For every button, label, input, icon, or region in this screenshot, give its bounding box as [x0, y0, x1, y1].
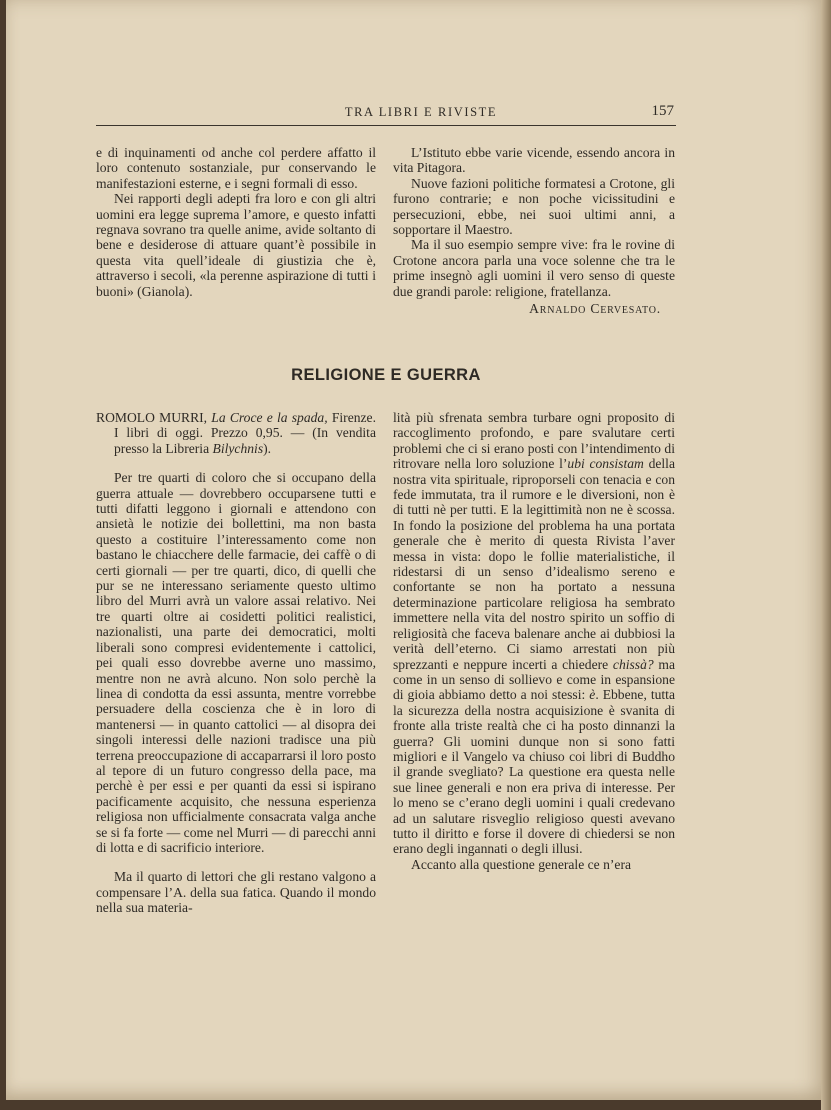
text-run: ma come in un senso di sollievo e come in espansione di gioia abbiamo detto a noi stessi: [393, 656, 675, 703]
italic-text: ubi consistam [567, 456, 644, 472]
upper-right-column [393, 145, 675, 316]
author-signature: Arnaldo Cervesato. [529, 301, 661, 317]
paragraph: Ma il quarto di lettori che gli restano valgono a compensare l’A. della sua fatica. Quando il mondo nella sua materia- [96, 869, 376, 916]
text-run: lità più sfrenata sembra turbare ogni proposito di raccoglimento profondo, e pare svalutare certi problemi che ci si erano posti con l’intendimento di ritrovare nella loro soluzione l’ [393, 410, 675, 472]
paragraph: Per tre quarti di coloro che si occupano della guerra attuale — dovrebbero occuparsene tutti e tutti difatti leggono i giornali e attendono con ansietà le notizie dei bollettini, ma non basta questo a costituire l’interessamento come non bastano le chiacchere delle farmacie, dei caffè o di certi giornali — per tre quarti, dico, di quelli che pur se ne interessano seriamente questo ultimo libro del Murri avrà un valore assai relativo. Nei tre quarti oltre ai cosidetti politici realistici, nazionalisti, una parte dei democratici, molti liberali sono compresi evidentemente i cattolici, pei quali esso dovrebbe averne uno massimo, mentre non ne avrà alcuno. Non solo perchè la linea di condotta da essi assunta, mentre vorrebbe persuadere della coscienza che è in loro di mantenersi — in quanto cattolici — al disopra dei singoli interessi delle nazioni tradisce una più terrena preoccupazione di accaparrarsi il loro posto al tepore di un futuro congresso della pace, ma perchè è per essi e per quanti da essi si ispirano pacificamente acquisito, che nessuna esperienza religiosa non ufficialmente consacrata valga anche se si fa forte — come nel Murri — di parecchi anni di lotta e di sacrificio interiore. [96, 470, 376, 855]
lower-right-column [393, 410, 675, 872]
section-title: RELIGIONE E GUERRA [291, 366, 481, 384]
paragraph: e di inquinamenti od anche col perdere affatto il loro contenuto sostanziale, pur conservando le manifestazioni esterne, e i segni formali di esso. [96, 145, 376, 191]
page-edge [821, 0, 831, 1110]
reference-bookshop: Bilychnis [212, 440, 264, 456]
reference-publication: Firenze. I libri di oggi. Prezzo 0,95. — (In vendita presso la Libreria [114, 410, 376, 456]
book-page [6, 0, 824, 1100]
paragraph: L’Istituto ebbe varie vicende, essendo ancora in vita Pitagora. [393, 145, 675, 176]
lower-left-column [96, 410, 376, 916]
reference-author: ROMOLO MURRI, [96, 410, 208, 425]
running-title: TRA LIBRI E RIVISTE [344, 105, 498, 119]
reference-book-title: La Croce e la spada, [211, 410, 328, 425]
paragraph: Nuove fazioni politiche formatesi a Crotone, gli furono contrarie; e non poche vicissitudini e persecuzioni, ebbe, nei suoi ultimi anni, a sopportare il Maestro. [393, 175, 675, 238]
book-reference [96, 410, 376, 456]
italic-text: chissà? [612, 656, 654, 672]
paragraph: Nei rapporti degli adepti fra loro e con gli altri uomini era legge suprema l’amore, e questo infatti regnava sovrano tra quelle anime, avide soltanto di bene e desiderose di attuare quant’è possibile in questa vita quell’ideale di giustizia che è, attraverso i secoli, «la perenne aspirazione di tutti i buoni» (Gianola). [96, 191, 376, 299]
paragraph: Accanto alla questione generale ce n’era [411, 856, 632, 872]
text-run: . Ebbene, tutta la sicurezza della nostra acquisizione è svanita di fronte alla triste realtà che ci ha posto dinnanzi la guerra? Gli uomini dunque non si sono fatti migliori e il Vangelo va chiuso coi libri di Buddho il grande svegliato? La questione era questa nelle sue linee generali e non era priva di interesse. Per lo meno se c’erano degli uomini i quali credevano ad un salutare risveglio religioso questi avevano tutto il diritto e forse il dovere di chiedersi se non erano degli ingannati o degli illusi. [393, 687, 675, 857]
paragraph [393, 410, 675, 857]
page-header [96, 103, 676, 126]
text-run: della nostra vita spirituale, riproporseli con tenacia e con fede immutata, tra il rumore e le diversioni, non è di tutti nè per tutti. E la legittimità non ne è scossa. In fondo la posizione del problema ha una portata generale che è merito di questa Rivista l’aver messa in vista: dopo le follie materialistiche, il ridestarsi di un senso d’idealismo sereno e confortante se non ha portato a nessuna determinazione particolare religiosa ha sembrato immettere nella vita del nostro spirito un soffio di religiosità che faceva balenare anche ai dubbiosi la verità dell’eterno. Ci siamo arrestati non più sprezzanti e neppure incerti a chiedere [393, 456, 675, 672]
upper-left-column [96, 145, 376, 299]
page-number: 157 [651, 103, 674, 119]
paragraph: Ma il suo esempio sempre vive: fra le rovine di Crotone ancora parla una voce solenne che tra le prime insegnò agli uomini il vero senso di queste due grandi parole: religione, fratellanza. [393, 237, 675, 299]
italic-text: è [589, 687, 596, 703]
reference-closing: ). [263, 440, 272, 456]
